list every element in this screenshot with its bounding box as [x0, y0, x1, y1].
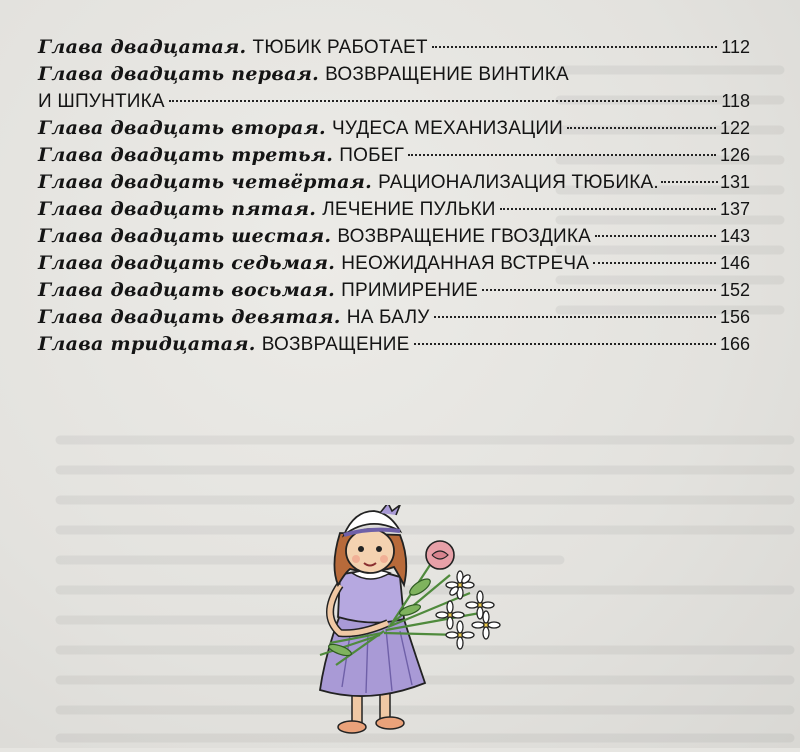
chapter-number: Глава двадцать восьмая.	[38, 279, 336, 301]
leader-dots	[408, 154, 716, 156]
toc-entry-first-line	[38, 61, 750, 88]
leader-dots	[414, 343, 716, 345]
page-number: 156	[719, 307, 750, 327]
leader-dots	[482, 289, 716, 291]
chapter-number: Глава двадцать третья.	[38, 144, 334, 166]
toc-entry-second-line	[38, 88, 750, 114]
page-number: 146	[719, 253, 750, 273]
chapter-title: РАЦИОНАЛИЗАЦИЯ ТЮБИКА.	[378, 172, 659, 193]
page-number: 166	[719, 334, 750, 354]
leader-dots	[595, 235, 716, 237]
toc-entry[interactable]	[38, 61, 750, 114]
toc-entry[interactable]	[38, 277, 750, 303]
chapter-title: ЧУДЕСА МЕХАНИЗАЦИИ	[332, 118, 564, 139]
table-of-contents	[38, 34, 750, 358]
leader-dots	[500, 208, 716, 210]
chapter-number: Глава двадцать шестая.	[38, 225, 332, 247]
chapter-title: ВОЗВРАЩЕНИЕ	[261, 334, 410, 355]
leader-dots	[434, 316, 716, 318]
chapter-title: НЕОЖИДАННАЯ ВСТРЕЧА	[341, 253, 590, 274]
girl-with-flowers-illustration	[300, 505, 530, 745]
page-number: 118	[721, 91, 750, 111]
chapter-title: ЛЕЧЕНИЕ ПУЛЬКИ	[322, 199, 496, 220]
toc-entry[interactable]	[38, 304, 750, 330]
toc-entry[interactable]	[38, 115, 750, 141]
chapter-title-continued: И ШПУНТИКА	[38, 91, 165, 112]
chapter-number: Глава двадцать вторая.	[38, 117, 326, 139]
page-number: 143	[719, 226, 750, 246]
chapter-title: НА БАЛУ	[346, 307, 430, 328]
leader-dots	[567, 127, 716, 129]
chapter-title: ПОБЕГ	[339, 145, 405, 166]
toc-entry[interactable]	[38, 331, 750, 357]
chapter-title: ПРИМИРЕНИЕ	[341, 280, 478, 301]
leader-dots	[593, 262, 716, 264]
chapter-number: Глава двадцать четвёртая.	[38, 171, 373, 193]
chapter-title: ВОЗВРАЩЕНИЕ ВИНТИКА	[325, 64, 569, 85]
toc-entry[interactable]	[38, 250, 750, 276]
daisy-flowers	[436, 571, 500, 649]
toc-entry[interactable]	[38, 34, 750, 60]
chapter-title: ВОЗВРАЩЕНИЕ ГВОЗДИКА	[337, 226, 592, 247]
rose-flower	[426, 541, 454, 569]
toc-entry[interactable]	[38, 223, 750, 249]
chapter-title: ТЮБИК РАБОТАЕТ	[252, 37, 428, 58]
chapter-number: Глава двадцать первая.	[38, 63, 320, 85]
toc-entry[interactable]	[38, 142, 750, 168]
chapter-number: Глава двадцать седьмая.	[38, 252, 336, 274]
chapter-number: Глава двадцать пятая.	[38, 198, 317, 220]
leader-dots	[661, 181, 718, 183]
chapter-number: Глава двадцатая.	[38, 36, 247, 58]
leader-dots	[169, 100, 717, 102]
page-number: 126	[719, 145, 750, 165]
toc-entry[interactable]	[38, 196, 750, 222]
chapter-number: Глава двадцать девятая.	[38, 306, 341, 328]
leader-dots	[432, 46, 718, 48]
page-number: 137	[719, 199, 750, 219]
page-number: 122	[719, 118, 750, 138]
page-number: 131	[719, 172, 750, 192]
page-number: 152	[719, 280, 750, 300]
toc-entry[interactable]	[38, 169, 750, 195]
chapter-number: Глава тридцатая.	[38, 333, 256, 355]
page-number: 112	[721, 37, 750, 57]
